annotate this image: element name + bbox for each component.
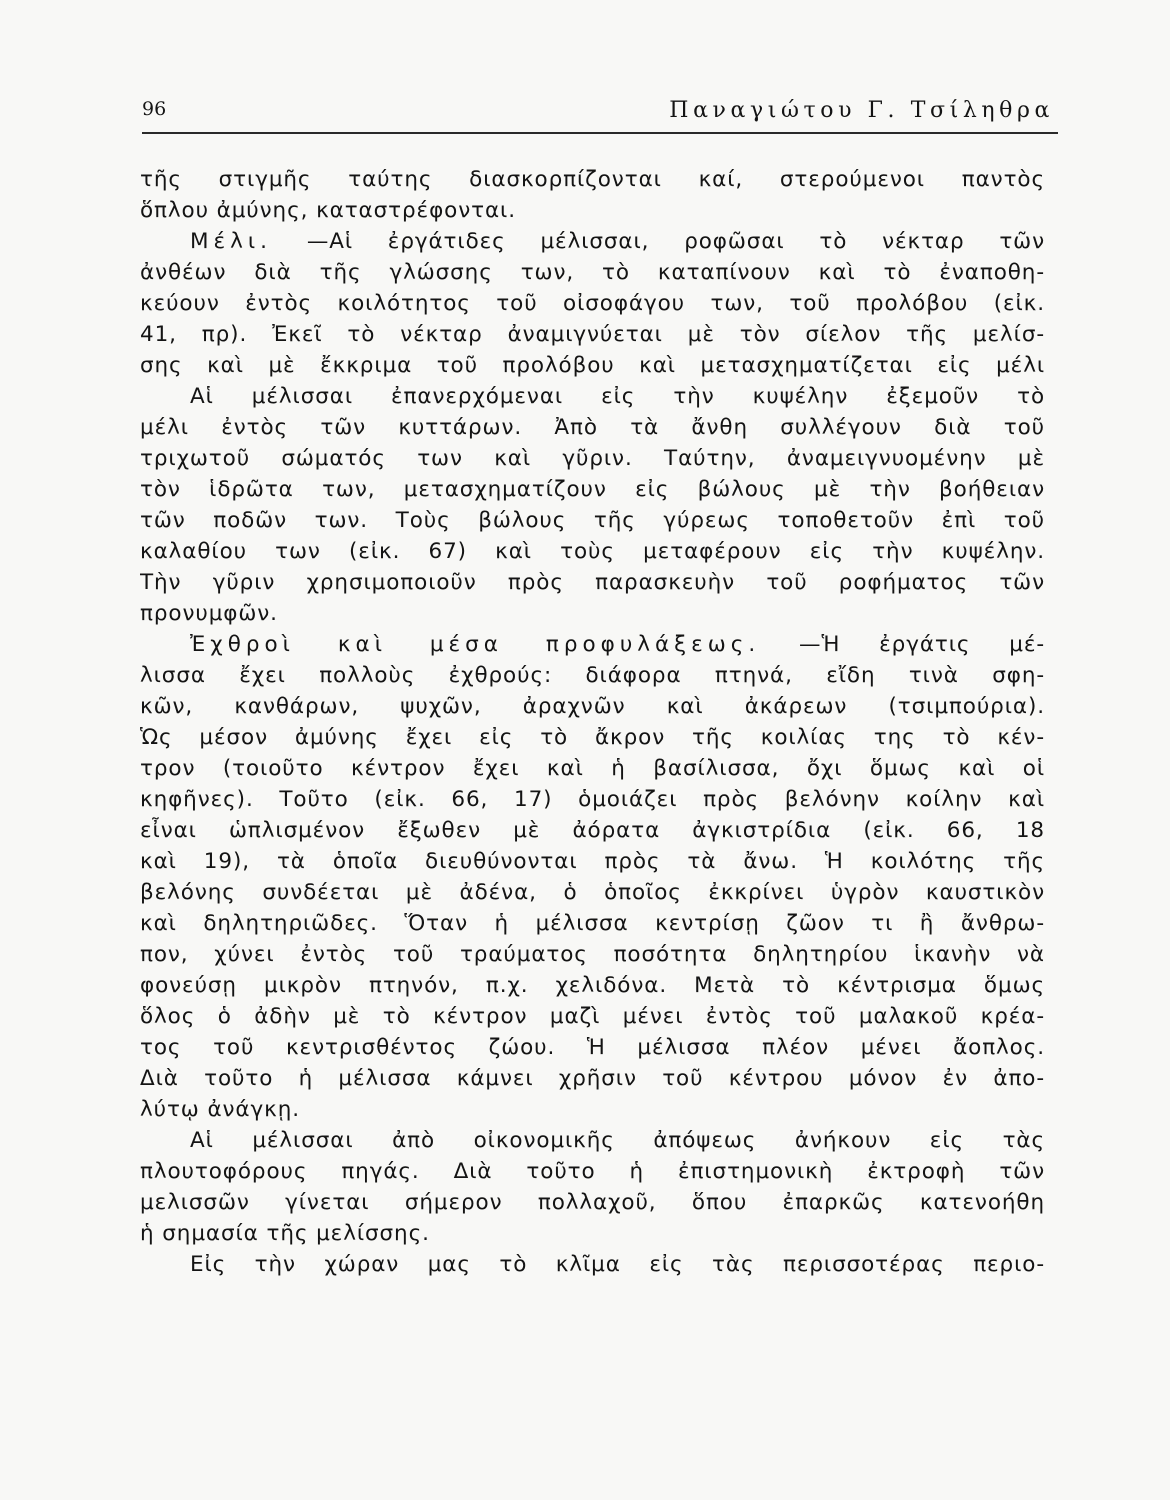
text-line: λύτῳ ἀνάγκῃ.: [140, 1097, 300, 1122]
text-line: Αἱ μέλισσαι ἀπὸ οἰκονομικῆς ἀπόψεως ἀνήκουν εἰς τὰς: [190, 1128, 1045, 1153]
text-line: λισσα ἔχει πολλοὺς ἐχθρούς: διάφορα πτηνά, εἴδη τινὰ σφη-: [140, 663, 1045, 688]
text-line: τριχωτοῦ σώματός των καὶ γῦριν. Ταύτην, ἀναμειγνυομένην μὲ: [140, 446, 1045, 471]
text-line: εἶναι ὡπλισμένον ἔξωθεν μὲ ἀόρατα ἀγκιστρίδια (εἰκ. 66, 18: [140, 818, 1045, 843]
body-text: [140, 164, 1045, 1280]
paragraph: [140, 629, 1045, 1125]
text-line: πον, χύνει ἐντὸς τοῦ τραύματος ποσότητα δηλητηρίου ἱκανὴν νὰ: [140, 942, 1045, 967]
text-line: φονεύσῃ μικρὸν πτηνόν, π.χ. χελιδόνα. Μετὰ τὸ κέντρισμα ὅμως: [140, 973, 1045, 998]
text-line: τὸν ἱδρῶτα των, μετασχηματίζουν εἰς βώλους μὲ τὴν βοήθειαν: [140, 477, 1045, 502]
text-line: [140, 226, 1045, 257]
text-line: τῶν ποδῶν των. Τοὺς βώλους τῆς γύρεως τοποθετοῦν ἐπὶ τοῦ: [140, 508, 1045, 533]
text-line: μελισσῶν γίνεται σήμερον πολλαχοῦ, ὅπου ἐπαρκῶς κατενοήθη: [140, 1190, 1045, 1215]
text-line: Αἱ μέλισσαι ἐπανερχόμεναι εἰς τὴν κυψέλην ἐξεμοῦν τὸ: [190, 384, 1045, 409]
page-number: 96: [142, 98, 167, 120]
text-line: βελόνης συνδέεται μὲ ἀδένα, ὁ ὁποῖος ἐκκρίνει ὑγρὸν καυστικὸν: [140, 880, 1045, 905]
text-line: ὅλος ὁ ἀδὴν μὲ τὸ κέντρον μαζὶ μένει ἐντὸς τοῦ μαλακοῦ κρέα-: [140, 1004, 1045, 1029]
text-line: κηφῆνες). Τοῦτο (εἰκ. 66, 17) ὁμοιάζει πρὸς βελόνην κοίλην καὶ: [140, 787, 1045, 812]
text-line: Εἰς τὴν χώραν μας τὸ κλῖμα εἰς τὰς περισσοτέρας περιο-: [190, 1252, 1045, 1277]
page-header: [142, 96, 1058, 134]
line-text: —Ἡ ἐργάτις μέ-: [760, 632, 1045, 657]
text-line: Τὴν γῦριν χρησιμοποιοῦν πρὸς παρασκευὴν τοῦ ροφήματος τῶν: [140, 570, 1045, 595]
section-heading: Ἐχθροὶ καὶ μέσα προφυλάξεως.: [190, 632, 761, 657]
text-line: πλουτοφόρους πηγάς. Διὰ τοῦτο ἡ ἐπιστημονικὴ ἐκτροφὴ τῶν: [140, 1159, 1045, 1184]
paragraph: [140, 164, 1045, 226]
text-line: προνυμφῶν.: [140, 601, 278, 626]
text-line: καὶ 19), τὰ ὁποῖα διευθύνονται πρὸς τὰ ἄνω. Ἡ κοιλότης τῆς: [140, 849, 1045, 874]
text-line: μέλι ἐντὸς τῶν κυττάρων. Ἀπὸ τὰ ἄνθη συλλέγουν διὰ τοῦ: [140, 415, 1045, 440]
text-line: καλαθίου των (εἰκ. 67) καὶ τοὺς μεταφέρουν εἰς τὴν κυψέλην.: [140, 539, 1045, 564]
paragraph: [140, 226, 1045, 381]
paragraph: [140, 1125, 1045, 1249]
text-line: κῶν, κανθάρων, ψυχῶν, ἀραχνῶν καὶ ἀκάρεων (τσιμπούρια).: [140, 694, 1045, 719]
text-line: ἡ σημασία τῆς μελίσσης.: [140, 1221, 430, 1246]
text-line: τος τοῦ κεντρισθέντος ζώου. Ἡ μέλισσα πλέον μένει ἄοπλος.: [140, 1035, 1045, 1060]
text-line: ἀνθέων διὰ τῆς γλώσσης των, τὸ καταπίνουν καὶ τὸ ἐναποθη-: [140, 260, 1045, 285]
text-line: 41, πρ). Ἐκεῖ τὸ νέκταρ ἀναμιγνύεται μὲ τὸν σίελον τῆς μελίσ-: [140, 322, 1045, 347]
text-line: τῆς στιγμῆς ταύτης διασκορπίζονται καί, στερούμενοι παντὸς: [140, 167, 1045, 192]
text-line: κεύουν ἐντὸς κοιλότητος τοῦ οἰσοφάγου των, τοῦ προλόβου (εἰκ.: [140, 291, 1045, 316]
text-line: Ὡς μέσον ἀμύνης ἔχει εἰς τὸ ἄκρον τῆς κοιλίας της τὸ κέν-: [140, 725, 1045, 750]
text-line: καὶ δηλητηριῶδες. Ὅταν ἡ μέλισσα κεντρίσῃ ζῶον τι ἢ ἄνθρω-: [140, 911, 1045, 936]
running-head: Παναγιώτου Γ. Τσίληθρα: [669, 98, 1054, 123]
paragraph: [140, 1249, 1045, 1280]
text-line: [140, 629, 1045, 660]
text-line: ὅπλου ἀμύνης, καταστρέφονται.: [140, 198, 516, 223]
paragraph: [140, 381, 1045, 629]
text-line: Διὰ τοῦτο ἡ μέλισσα κάμνει χρῆσιν τοῦ κέντρου μόνον ἐν ἀπο-: [140, 1066, 1045, 1091]
text-line: σης καὶ μὲ ἔκκριμα τοῦ προλόβου καὶ μετασχηματίζεται εἰς μέλι: [140, 353, 1045, 378]
section-heading: Μέλι.: [190, 229, 273, 254]
text-line: τρον (τοιοῦτο κέντρον ἔχει καὶ ἡ βασίλισσα, ὄχι ὅμως καὶ οἱ: [140, 756, 1045, 781]
line-text: —Αἱ ἐργάτιδες μέλισσαι, ροφῶσαι τὸ νέκταρ τῶν: [272, 229, 1045, 254]
